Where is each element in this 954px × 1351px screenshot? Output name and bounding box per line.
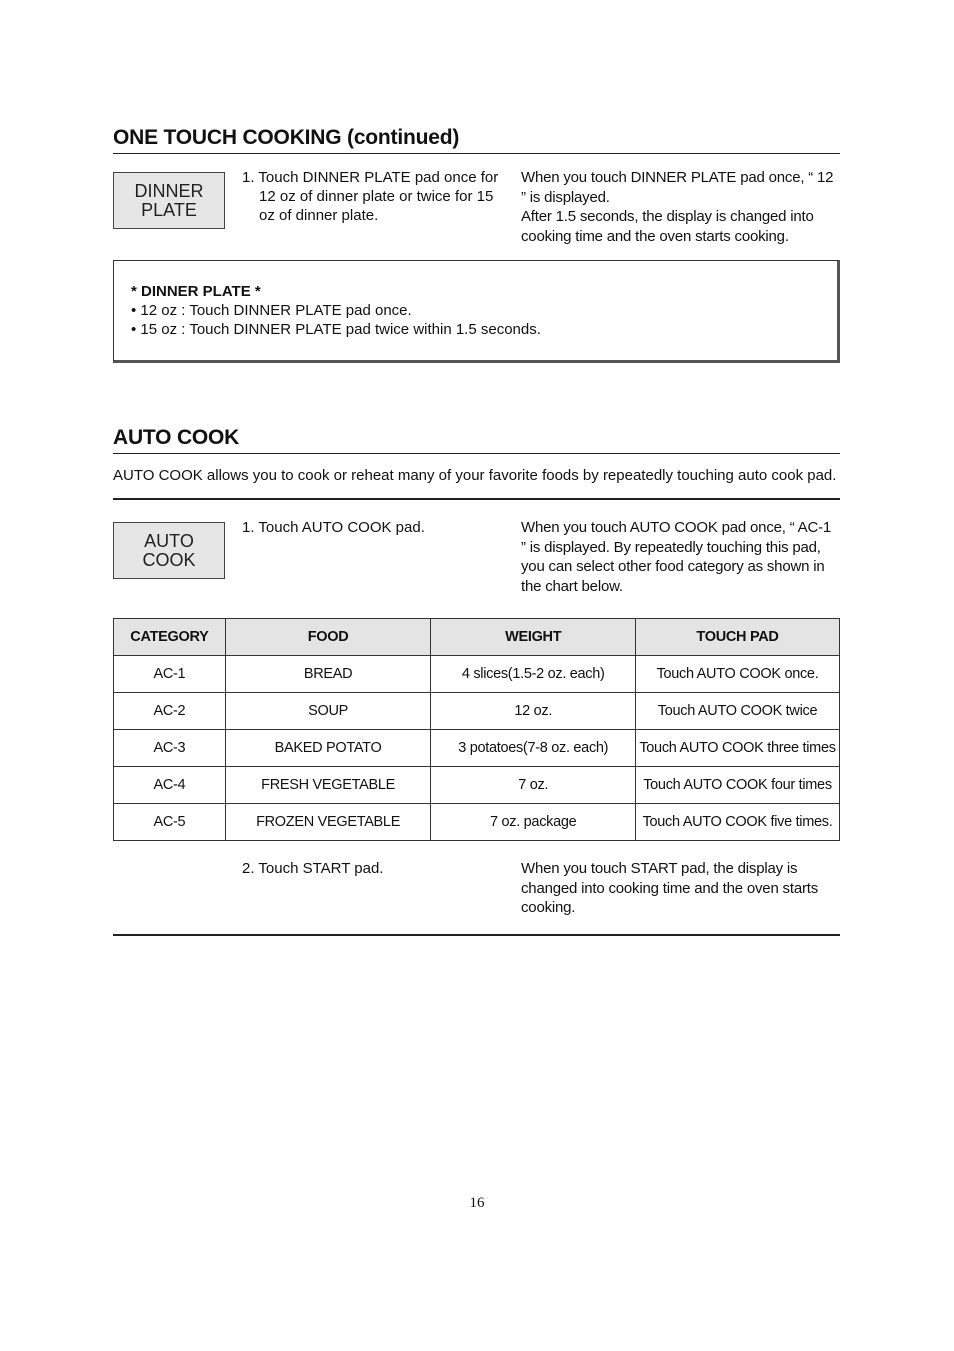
pad-label-line1: DINNER bbox=[134, 180, 204, 201]
note-title: * DINNER PLATE * bbox=[131, 283, 261, 300]
dinner-plate-pad bbox=[113, 172, 225, 229]
cell-food: BAKED POTATO bbox=[225, 730, 431, 767]
table-row bbox=[114, 693, 840, 730]
cell-weight: 4 slices(1.5-2 oz. each) bbox=[431, 656, 636, 693]
dinner-plate-note-box bbox=[113, 260, 840, 363]
pad-label-line1: AUTO bbox=[144, 530, 194, 551]
description-line: When you touch DINNER PLATE pad once, “ 12 ” is displayed. bbox=[521, 169, 834, 206]
page-number: 16 bbox=[469, 1195, 485, 1211]
pad-label-line2: PLATE bbox=[141, 199, 197, 220]
cell-weight: 7 oz. package bbox=[431, 804, 636, 841]
cell-touch-pad: Touch AUTO COOK twice bbox=[636, 693, 840, 730]
cell-category: AC-5 bbox=[114, 804, 226, 841]
section-title-one-touch: ONE TOUCH COOKING (continued) bbox=[113, 126, 460, 149]
cell-category: AC-1 bbox=[114, 656, 226, 693]
cell-touch-pad: Touch AUTO COOK once. bbox=[636, 656, 840, 693]
header-category: CATEGORY bbox=[114, 619, 226, 656]
auto-cook-step-2: 2. Touch START pad. bbox=[242, 860, 384, 877]
cell-weight: 3 potatoes(7-8 oz. each) bbox=[431, 730, 636, 767]
cell-category: AC-3 bbox=[114, 730, 226, 767]
auto-cook-pad bbox=[113, 522, 225, 579]
table-row bbox=[114, 767, 840, 804]
cell-food: BREAD bbox=[225, 656, 431, 693]
auto-cook-step-1: 1. Touch AUTO COOK pad. bbox=[242, 519, 425, 536]
header-touch-pad: TOUCH PAD bbox=[636, 619, 840, 656]
cell-food: FROZEN VEGETABLE bbox=[225, 804, 431, 841]
cell-food: SOUP bbox=[225, 693, 431, 730]
section-title-auto-cook: AUTO COOK bbox=[113, 426, 240, 449]
note-line: • 15 oz : Touch DINNER PLATE pad twice within 1.5 seconds. bbox=[131, 321, 541, 338]
table-row bbox=[114, 804, 840, 841]
cell-weight: 7 oz. bbox=[431, 767, 636, 804]
auto-cook-step-2-description: When you touch START pad, the display is changed into cooking time and the oven starts cooking. bbox=[521, 860, 819, 916]
auto-cook-intro: AUTO COOK allows you to cook or reheat many of your favorite foods by repeatedly touching auto cook pad. bbox=[113, 467, 837, 484]
table-row bbox=[114, 656, 840, 693]
cell-touch-pad: Touch AUTO COOK five times. bbox=[636, 804, 840, 841]
description-line: After 1.5 seconds, the display is changed into cooking time and the oven starts cooking. bbox=[521, 208, 814, 245]
cell-category: AC-4 bbox=[114, 767, 226, 804]
table-row bbox=[114, 730, 840, 767]
title-divider bbox=[113, 153, 840, 154]
table-header-row bbox=[114, 619, 840, 656]
header-food: FOOD bbox=[225, 619, 431, 656]
dinner-plate-step bbox=[242, 168, 500, 225]
header-weight: WEIGHT bbox=[431, 619, 636, 656]
section-end-divider bbox=[113, 934, 840, 936]
cell-food: FRESH VEGETABLE bbox=[225, 767, 431, 804]
dinner-plate-description bbox=[521, 168, 839, 246]
title-divider bbox=[113, 453, 840, 454]
cell-category: AC-2 bbox=[114, 693, 226, 730]
auto-cook-chart bbox=[113, 618, 840, 841]
note-line: • 12 oz : Touch DINNER PLATE pad once. bbox=[131, 302, 412, 319]
intro-divider bbox=[113, 498, 840, 500]
step-text: 1. Touch DINNER PLATE pad once for 12 oz of dinner plate or twice for 15 oz of dinner plate. bbox=[242, 169, 499, 224]
cell-touch-pad: Touch AUTO COOK three times bbox=[636, 730, 840, 767]
cell-touch-pad: Touch AUTO COOK four times bbox=[636, 767, 840, 804]
pad-label-line2: COOK bbox=[142, 549, 196, 570]
cell-weight: 12 oz. bbox=[431, 693, 636, 730]
auto-cook-step-1-description: When you touch AUTO COOK pad once, “ AC-1 ” is displayed. By repeatedly touching this pad, you can select other food category as shown in the chart below. bbox=[521, 519, 832, 595]
